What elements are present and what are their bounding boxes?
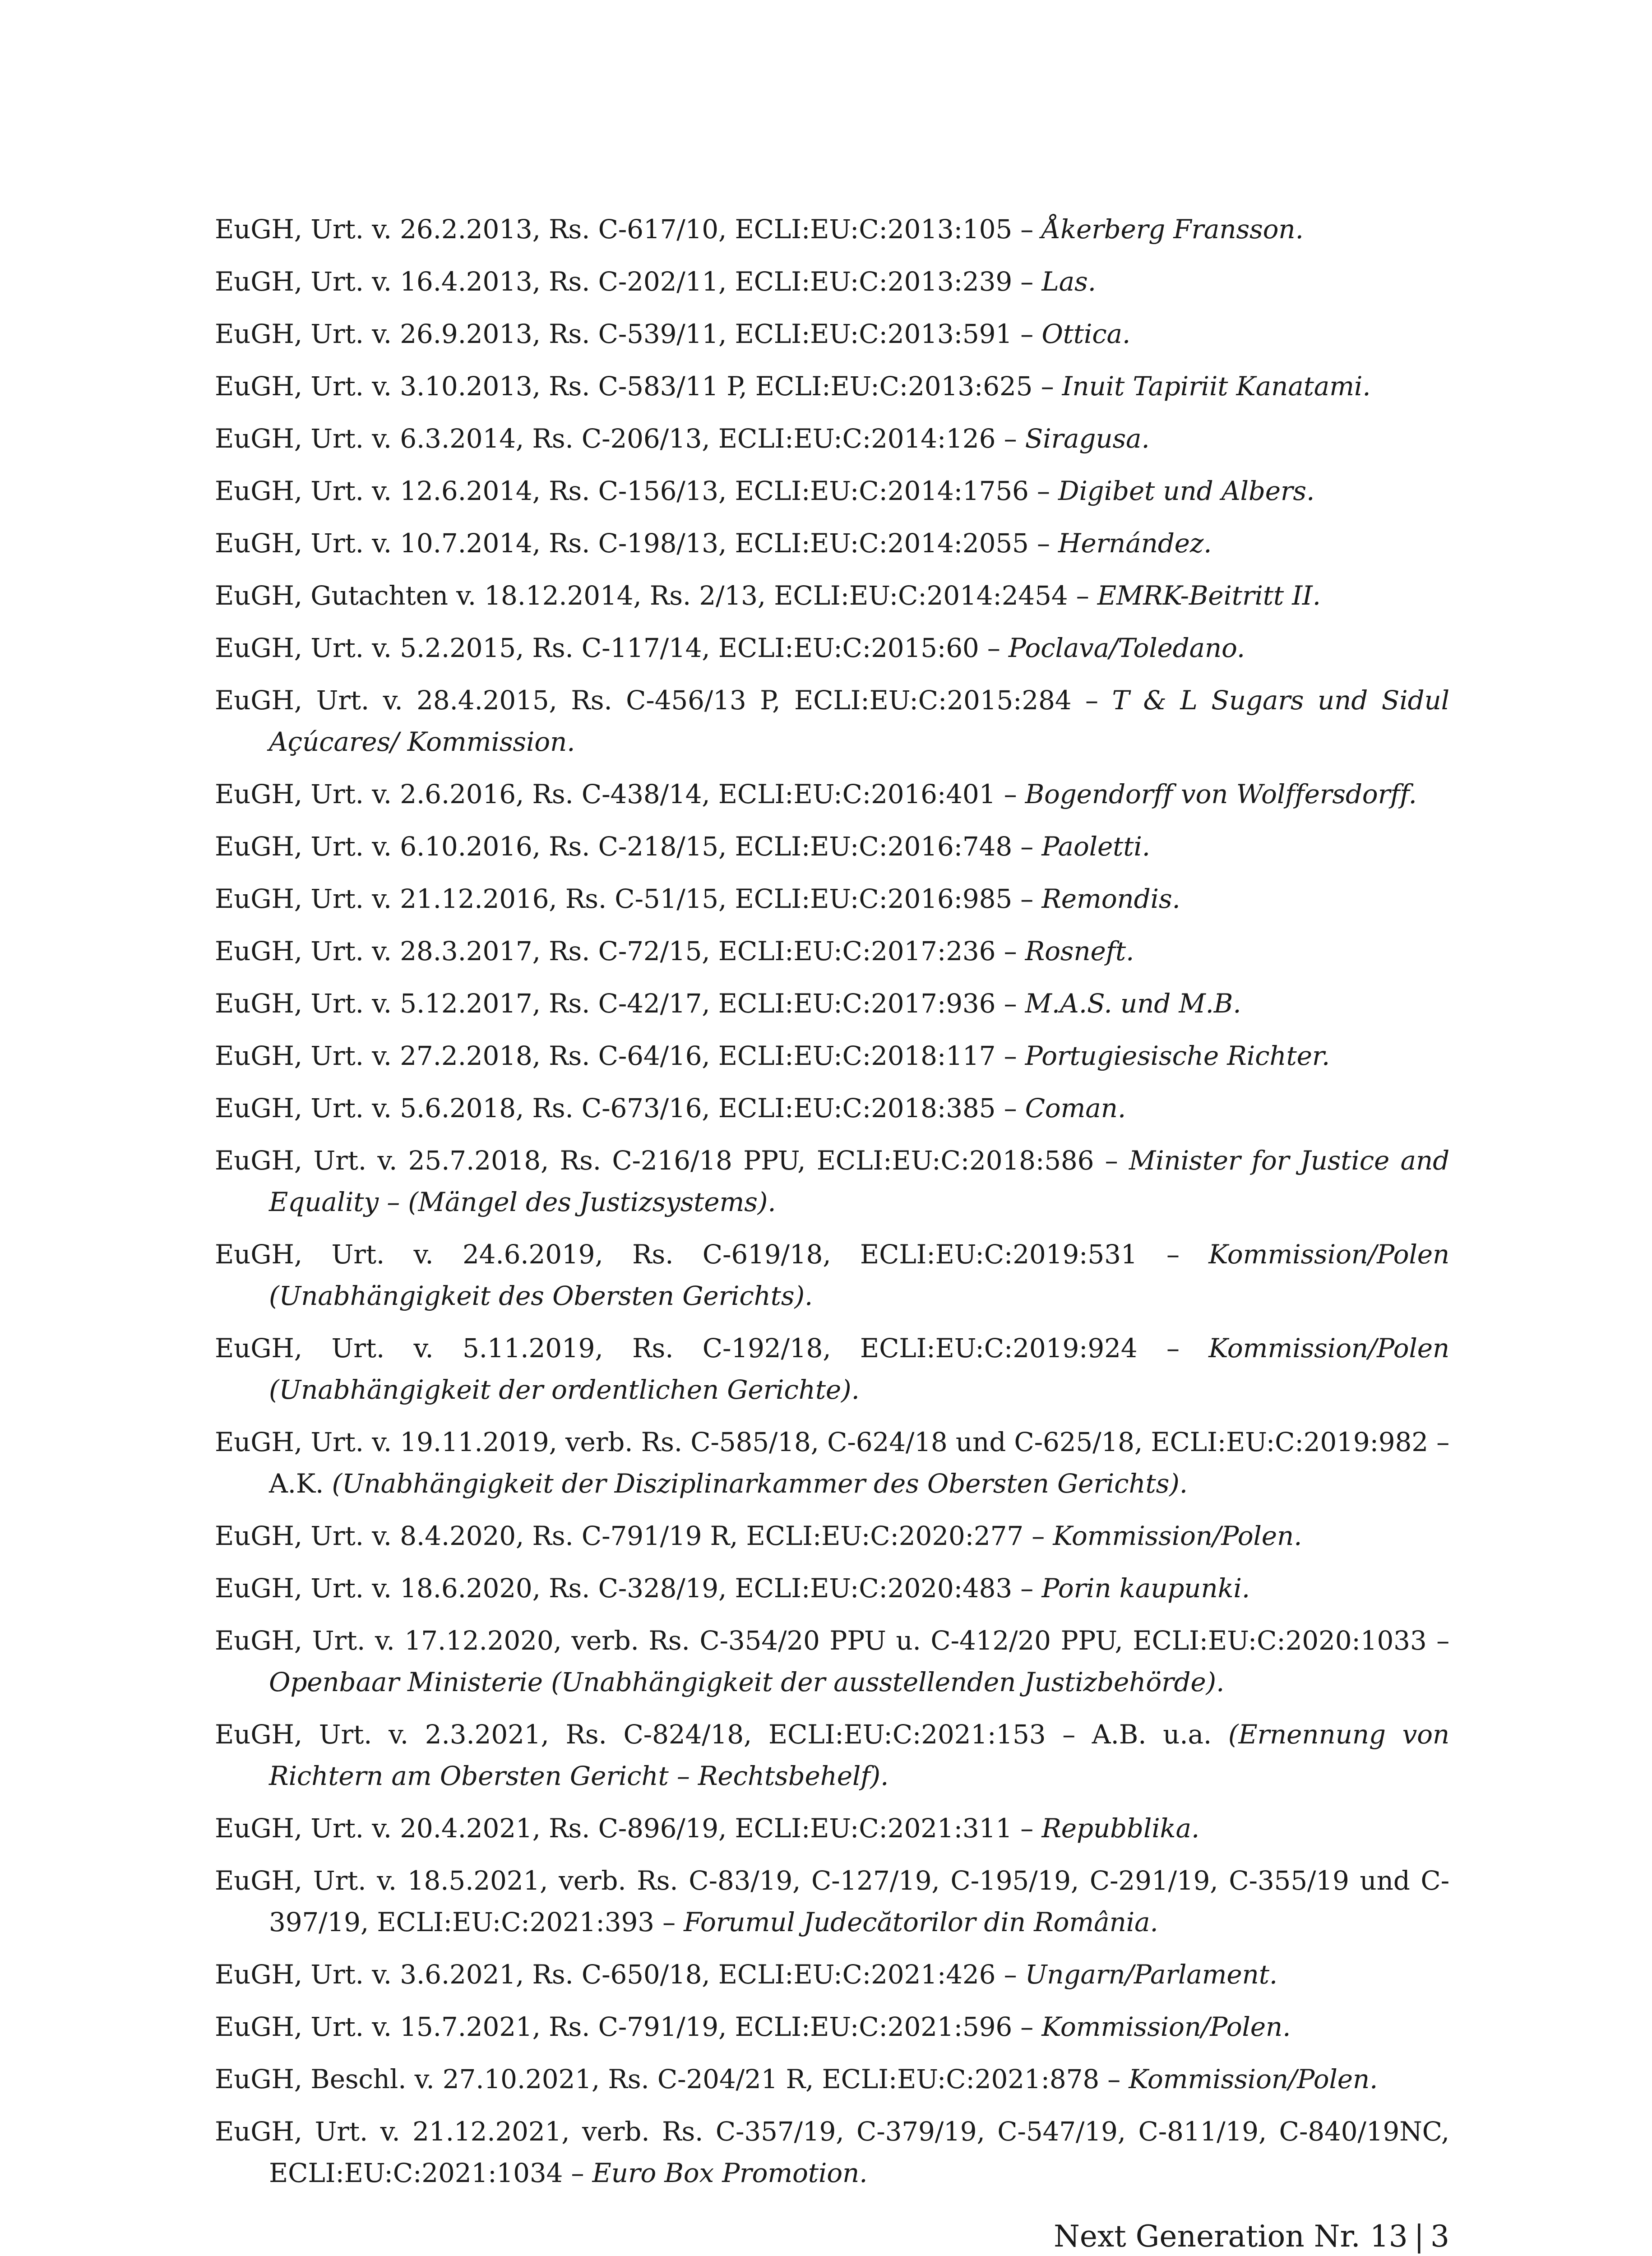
reference-citation: EuGH, Urt. v. 26.9.2013, Rs. C-539/11, ECLI:EU:C:2013:591 – (215, 319, 1042, 349)
case-reference (215, 365, 1449, 407)
reference-citation: EuGH, Urt. v. 12.6.2014, Rs. C-156/13, ECLI:EU:C:2014:1756 – (215, 476, 1059, 506)
reference-citation: EuGH, Urt. v. 6.3.2014, Rs. C-206/13, ECLI:EU:C:2014:126 – (215, 423, 1025, 454)
case-reference (215, 261, 1449, 302)
case-reference (215, 2006, 1449, 2048)
case-name: Hernández. (1058, 528, 1212, 559)
reference-citation: EuGH, Urt. v. 10.7.2014, Rs. C-198/13, ECLI:EU:C:2014:2055 – (215, 528, 1059, 559)
case-reference (215, 1860, 1449, 1943)
case-name: (Ernennung von Richtern am Obersten Gericht – Rechtsbehelf). (269, 1719, 1450, 1791)
footer-separator: | (1414, 2219, 1424, 2254)
case-name: Rosneft. (1025, 936, 1134, 966)
reference-citation: EuGH, Urt. v. 18.5.2021, verb. Rs. C-83/19, C-127/19, C-195/19, C-291/19, C-355/19 und C-397/19, ECLI:EU:C:2021:393 – (215, 1865, 1449, 1937)
case-name: Ungarn/Parlament. (1025, 1959, 1278, 1990)
case-reference (215, 627, 1449, 669)
case-reference (215, 418, 1449, 459)
reference-citation: EuGH, Urt. v. 28.4.2015, Rs. C-456/13 P, ECLI:EU:C:2015:284 – (215, 685, 1112, 716)
case-reference (215, 773, 1449, 815)
case-name: Portugiesische Richter. (1025, 1040, 1330, 1071)
case-name: Paoletti. (1041, 831, 1150, 862)
case-reference (215, 208, 1449, 250)
case-name: Repubblika. (1041, 1813, 1200, 1844)
page-footer (1054, 2216, 1449, 2256)
reference-citation: EuGH, Urt. v. 26.2.2013, Rs. C-617/10, ECLI:EU:C:2013:105 – (215, 214, 1042, 245)
reference-citation: EuGH, Gutachten v. 18.12.2014, Rs. 2/13, ECLI:EU:C:2014:2454 – (215, 580, 1097, 611)
case-reference (215, 2111, 1449, 2194)
case-name: Openbaar Ministerie (Unabhängigkeit der ausstellenden Justizbehörde). (269, 1667, 1225, 1697)
reference-citation: EuGH, Urt. v. 17.12.2020, verb. Rs. C-354/20 PPU u. C-412/20 PPU, ECLI:EU:C:2020:1033 – (215, 1625, 1449, 1656)
case-reference (215, 1567, 1449, 1609)
case-name: Euro Box Promotion. (592, 2158, 868, 2188)
case-name: Forumul Judecătorilor din România. (684, 1907, 1158, 1937)
case-reference (215, 2058, 1449, 2100)
case-name: Åkerberg Fransson. (1041, 214, 1304, 245)
case-reference (215, 826, 1449, 867)
reference-citation: EuGH, Urt. v. 15.7.2021, Rs. C-791/19, ECLI:EU:C:2021:596 – (215, 2011, 1042, 2042)
case-reference (215, 1234, 1449, 1317)
case-name: T & L Sugars und Sidul Açúcares/ Kommission. (269, 685, 1449, 757)
reference-citation: EuGH, Urt. v. 28.3.2017, Rs. C-72/15, ECLI:EU:C:2017:236 – (215, 936, 1025, 966)
case-name: M.A.S. und M.B. (1025, 988, 1241, 1019)
reference-citation: EuGH, Urt. v. 16.4.2013, Rs. C-202/11, ECLI:EU:C:2013:239 – (215, 266, 1042, 297)
case-reference (215, 1954, 1449, 1995)
reference-citation: EuGH, Urt. v. 21.12.2016, Rs. C-51/15, ECLI:EU:C:2016:985 – (215, 883, 1042, 914)
reference-citation: EuGH, Urt. v. 24.6.2019, Rs. C-619/18, ECLI:EU:C:2019:531 – (215, 1239, 1209, 1270)
case-reference (215, 313, 1449, 355)
reference-citation: EuGH, Urt. v. 18.6.2020, Rs. C-328/19, ECLI:EU:C:2020:483 – (215, 1573, 1042, 1604)
case-reference (215, 575, 1449, 616)
case-reference (215, 470, 1449, 512)
reference-citation: EuGH, Urt. v. 25.7.2018, Rs. C-216/18 PPU, ECLI:EU:C:2018:586 – (215, 1145, 1129, 1176)
case-name: Siragusa. (1025, 423, 1150, 454)
case-name: Digibet und Albers. (1058, 476, 1315, 506)
case-name: Remondis. (1041, 883, 1180, 914)
reference-citation: EuGH, Urt. v. 6.10.2016, Rs. C-218/15, ECLI:EU:C:2016:748 – (215, 831, 1042, 862)
reference-citation: EuGH, Urt. v. 2.6.2016, Rs. C-438/14, ECLI:EU:C:2016:401 – (215, 779, 1025, 809)
case-name: Minister for Justice and Equality – (Mängel des Justizsystems). (269, 1145, 1450, 1217)
case-reference (215, 1515, 1449, 1557)
case-name: Kommission/Polen (Unabhängigkeit der ordentlichen Gerichte). (269, 1333, 1449, 1405)
case-name: EMRK-Beitritt II. (1097, 580, 1321, 611)
reference-citation: EuGH, Urt. v. 3.6.2021, Rs. C-650/18, ECLI:EU:C:2021:426 – (215, 1959, 1025, 1990)
reference-citation: EuGH, Urt. v. 3.10.2013, Rs. C-583/11 P, ECLI:EU:C:2013:625 – (215, 371, 1062, 402)
case-law-list (215, 208, 1449, 2205)
case-reference (215, 1327, 1449, 1410)
case-reference (215, 1140, 1449, 1223)
reference-citation: EuGH, Urt. v. 8.4.2020, Rs. C-791/19 R, ECLI:EU:C:2020:277 – (215, 1521, 1053, 1551)
case-name: Kommission/Polen (Unabhängigkeit des Obersten Gerichts). (269, 1239, 1449, 1311)
case-reference (215, 878, 1449, 920)
reference-citation: EuGH, Urt. v. 5.6.2018, Rs. C-673/16, ECLI:EU:C:2018:385 – (215, 1093, 1025, 1123)
case-name: Kommission/Polen. (1041, 2011, 1291, 2042)
reference-citation: EuGH, Urt. v. 5.11.2019, Rs. C-192/18, ECLI:EU:C:2019:924 – (215, 1333, 1209, 1364)
case-reference (215, 1035, 1449, 1077)
case-name: Las. (1041, 266, 1096, 297)
case-reference (215, 1620, 1449, 1703)
case-reference (215, 1421, 1449, 1504)
reference-citation: EuGH, Urt. v. 20.4.2021, Rs. C-896/19, ECLI:EU:C:2021:311 – (215, 1813, 1042, 1844)
reference-citation: EuGH, Beschl. v. 27.10.2021, Rs. C-204/21 R, ECLI:EU:C:2021:878 – (215, 2064, 1129, 2094)
reference-citation: EuGH, Urt. v. 19.11.2019, verb. Rs. C-585/18, C-624/18 und C-625/18, ECLI:EU:C:2019:982 – A.K. (215, 1427, 1449, 1499)
reference-citation: EuGH, Urt. v. 21.12.2021, verb. Rs. C-357/19, C-379/19, C-547/19, C-811/19, C-840/19NC, ECLI:EU:C:2021:1034 – (215, 2116, 1449, 2188)
case-name: (Unabhängigkeit der Disziplinarkammer des Obersten Gerichts). (332, 1468, 1188, 1499)
case-name: Ottica. (1041, 319, 1131, 349)
case-reference (215, 522, 1449, 564)
case-name: Kommission/Polen. (1053, 1521, 1302, 1551)
reference-citation: EuGH, Urt. v. 5.2.2015, Rs. C-117/14, ECLI:EU:C:2015:60 – (215, 633, 1009, 663)
reference-citation: EuGH, Urt. v. 27.2.2018, Rs. C-64/16, ECLI:EU:C:2018:117 – (215, 1040, 1025, 1071)
case-name: Porin kaupunki. (1041, 1573, 1250, 1604)
case-name: Bogendorff von Wolffersdorff. (1025, 779, 1417, 809)
publication-title: Next Generation Nr. 13 (1054, 2219, 1408, 2254)
case-name: Coman. (1025, 1093, 1126, 1123)
case-name: Kommission/Polen. (1129, 2064, 1378, 2094)
case-reference (215, 930, 1449, 972)
case-reference (215, 680, 1449, 763)
case-reference (215, 1808, 1449, 1849)
case-reference (215, 1087, 1449, 1129)
case-name: Poclava/Toledano. (1008, 633, 1245, 663)
reference-citation: EuGH, Urt. v. 5.12.2017, Rs. C-42/17, ECLI:EU:C:2017:936 – (215, 988, 1025, 1019)
page-number: 3 (1430, 2219, 1449, 2254)
case-reference (215, 1714, 1449, 1797)
case-name: Inuit Tapiriit Kanatami. (1062, 371, 1371, 402)
case-reference (215, 983, 1449, 1024)
reference-citation: EuGH, Urt. v. 2.3.2021, Rs. C-824/18, ECLI:EU:C:2021:153 – A.B. u.a. (215, 1719, 1228, 1750)
